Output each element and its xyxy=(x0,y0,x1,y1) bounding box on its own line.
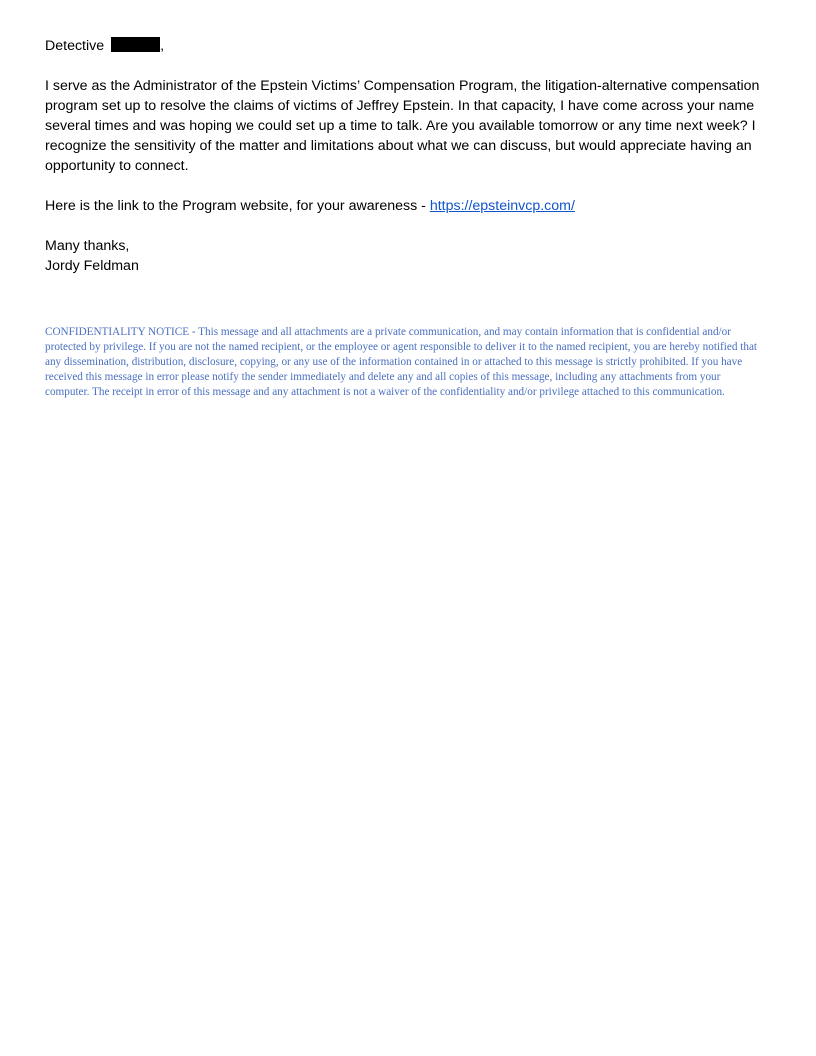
salutation-suffix: , xyxy=(160,38,165,54)
closing: Many thanks, xyxy=(45,238,130,254)
program-website-link[interactable]: https://epsteinvcp.com/ xyxy=(429,198,575,214)
body-paragraph: I serve as the Administrator of the Epstein Victims’ Compensation Program, the litigation-alternative compensation program set up to resolve the claims of victims of Jeffrey Epstein. In that capacity, I have come across your name several times and was hoping we could set up a time to talk. Are you available tomorrow or any time next week? I recognize the sensitivity of the matter and limitations about what we can discuss, but would appreciate having an opportunity to connect. xyxy=(45,78,760,174)
email-body xyxy=(45,36,771,276)
confidentiality-notice: CONFIDENTIALITY NOTICE - This message and all attachments are a private communication, and may contain information that is confidential and/or protected by privilege. If you are not the named recipient, or the employee or agent responsible to deliver it to the named recipient, you are hereby notified that any dissemination, distribution, disclosure, copying, or any use of the information contained in or attached to this message is strictly prohibited. If you have received this message in error please notify the sender immediately and delete any and all copies of this message, including any attachments from your computer. The receipt in error of this message and any attachment is not a waiver of the confidentiality and/or privilege attached to this communication. xyxy=(45,326,758,398)
link-intro: Here is the link to the Program website, for your awareness - xyxy=(45,198,430,214)
signature: Jordy Feldman xyxy=(45,258,139,274)
salutation-prefix: Detective xyxy=(45,38,105,54)
salutation xyxy=(45,36,771,56)
redaction-box xyxy=(111,37,160,52)
link-paragraph xyxy=(45,196,771,216)
